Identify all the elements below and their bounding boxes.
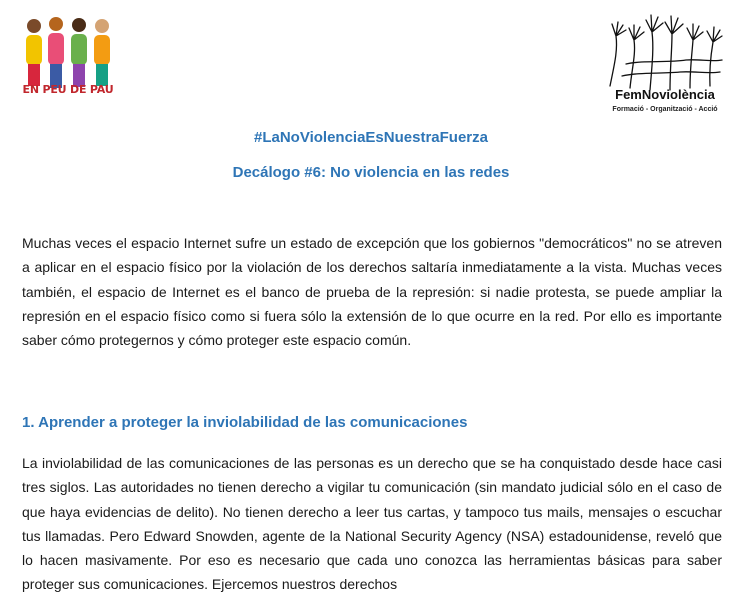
person-figure-icon: [26, 19, 42, 86]
person-figure-icon: [71, 18, 87, 87]
intro-paragraph: Muchas veces el espacio Internet sufre un estado de excepción que los gobiernos "democráticos" no se atreven a aplicar en el espacio físico por la violación de los derechos saltaría inmediatamente a la vista. Muchas veces también, el espacio de Internet es el banco de prueba de la represión: si nadie protesta, se puede ampliar la represión en el espacio físico como si fuera sólo la extensión de lo que ocurre en la red. Por ello es importante saber cómo protegernos y cómo proteger este espacio común.: [22, 235, 722, 349]
section-heading: 1. Aprender a proteger la inviolabilidad de las comunicaciones: [22, 414, 468, 431]
hashtag-title: #LaNoViolenciaEsNuestraFuerza: [254, 129, 488, 146]
femnoviolencia-logo: [600, 6, 730, 92]
logo-right-tagline: Formació - Organització - Acció: [612, 106, 718, 113]
document-subtitle: Decálogo #6: No violencia en las redes: [232, 164, 510, 181]
person-figure-icon: [48, 17, 64, 88]
section-paragraph: La inviolabilidad de las comunicaciones de las personas es un derecho que se ha conquistado desde hace casi tres siglos. Las autoridades no tienen derecho a vigilar tu comunicación (sin mandato judicial sólo en el caso de que haya evidencias de delito). No tienen derecho a leer tus cartas, y tampoco tus mails, mensajes o escuchar tus llamadas. Pero Edward Snowden, agente de la National Security Agency (NSA) estadounidense, reveló que lo hacen masivamente. Por eso es necesario que cada uno conozca las herramientas básicas para saber proteger sus comunicaciones. Ejercemos nuestros derechos: [22, 455, 722, 593]
person-figure-icon: [94, 19, 110, 86]
logo-right-name: FemNoviolència: [615, 87, 715, 102]
logo-left-text: EN PEU DE PAU: [22, 83, 114, 96]
